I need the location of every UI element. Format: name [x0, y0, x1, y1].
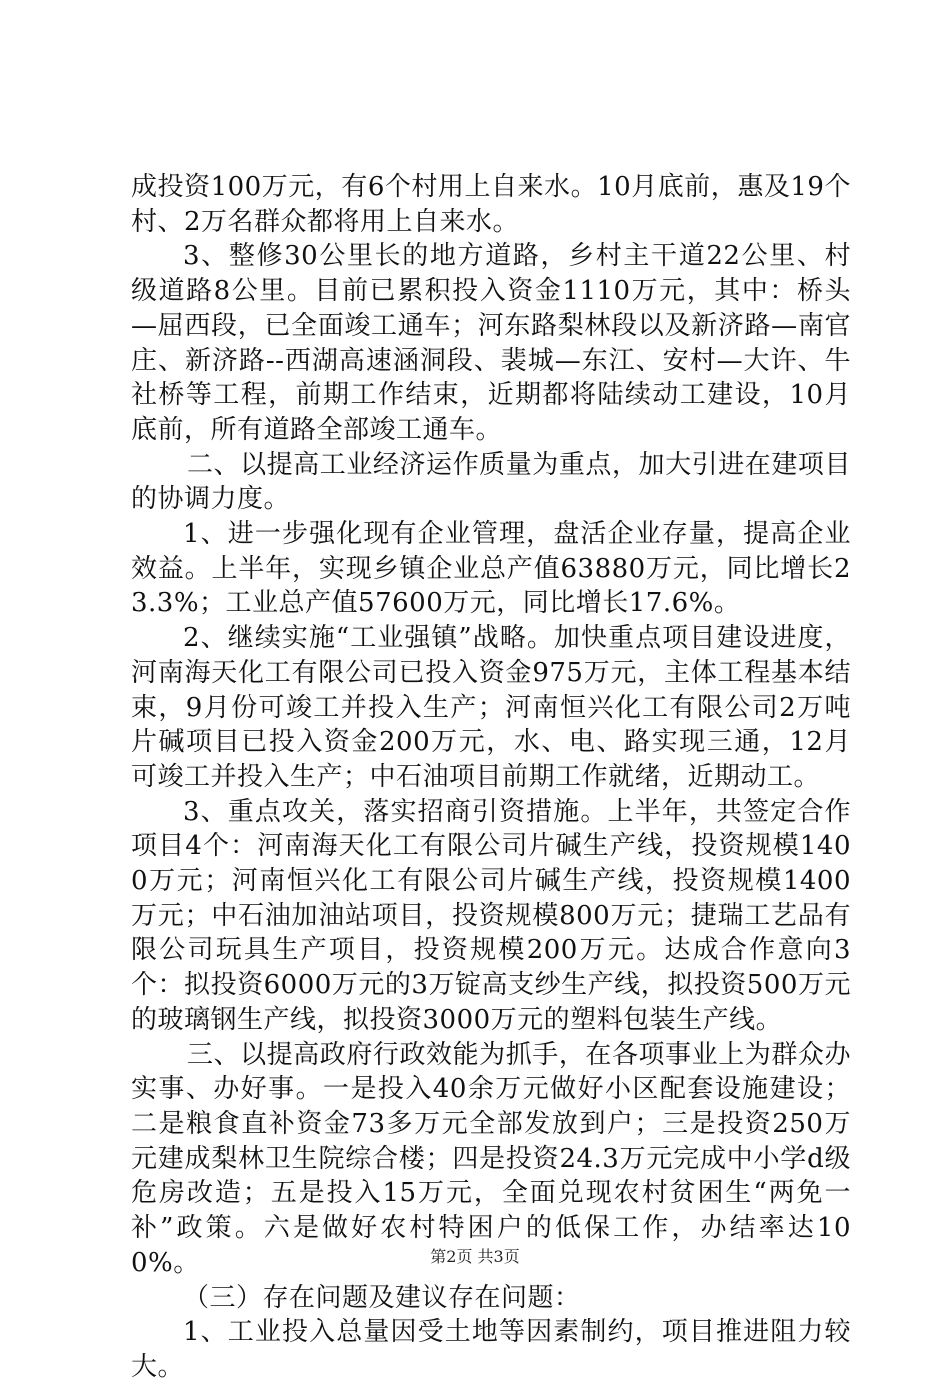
document-body: [131, 170, 851, 1385]
page-number-footer: 第2页 共3页: [430, 1247, 520, 1266]
paragraph-2: 3、整修30公里长的地方道路，乡村主干道22公里、村级道路8公里。目前已累积投入资金1110万元，其中：桥头—屈西段，已全面竣工通车；河东路梨林段以及新济路—南官庄、新济路--西湖高速涵洞段、裴城—东江、安村—大许、牛社桥等工程，前期工作结束，近期都将陆续动工建设，10月底前，所有道路全部竣工通车。: [131, 241, 851, 445]
paragraph-7-heading: 三、以提高政府行政效能为抓手，在各项事业上为群众办实事、办好事。一是投入40余万元做好小区配套设施建设；二是粮食直补资金73多万元全部发放到户；三是投资250万元建成梨林卫生院综合楼；四是投资24.3万元完成中小学d级危房改造；五是投入15万元，全面兑现农村贫困生“两免一补”政策。六是做好农村特困户的低保工作，办结率达100%。: [131, 1039, 851, 1278]
paragraph-5: 2、继续实施“工业强镇”战略。加快重点项目建设进度，河南海天化工有限公司已投入资金975万元，主体工程基本结束，9月份可竣工并投入生产；河南恒兴化工有限公司2万吨片碱项目已投入资金200万元，水、电、路实现三通，12月可竣工并投入生产；中石油项目前期工作就绪，近期动工。: [131, 623, 851, 792]
paragraph-9: 1、工业投入总量因受土地等因素制约，项目推进阻力较大。: [131, 1317, 851, 1382]
paragraph-1: 成投资100万元，有6个村用上自来水。10月底前，惠及19个村、2万名群众都将用上自来水。: [131, 172, 851, 237]
paragraph-8-subheading: （三）存在问题及建议存在问题：: [183, 1282, 581, 1313]
paragraph-6: 3、重点攻关，落实招商引资措施。上半年，共签定合作项目4个：河南海天化工有限公司片碱生产线，投资规模1400万元；河南恒兴化工有限公司片碱生产线，投资规模1400万元；中石油加油站项目，投资规模800万元；捷瑞工艺品有限公司玩具生产项目，投资规模200万元。达成合作意向3个：拟投资6000万元的3万锭高支纱生产线，拟投资500万元的玻璃钢生产线，拟投资3000万元的塑料包装生产线。: [131, 796, 851, 1035]
paragraph-3-heading: 二、以提高工业经济运作质量为重点，加大引进在建项目的协调力度。: [131, 449, 851, 515]
paragraph-4: 1、进一步强化现有企业管理，盘活企业存量，提高企业效益。上半年，实现乡镇企业总产值63880万元，同比增长23.3%；工业总产值57600万元，同比增长17.6%。: [131, 519, 851, 619]
